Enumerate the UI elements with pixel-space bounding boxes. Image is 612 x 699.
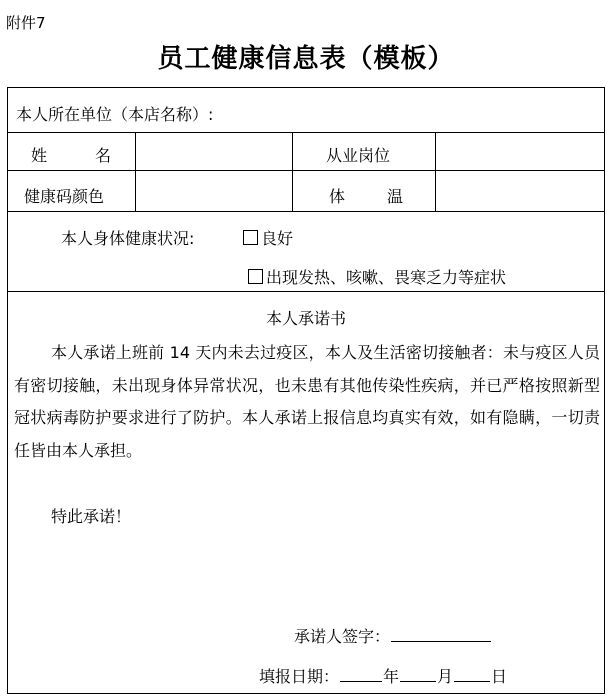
temperature-label: 体温 (329, 187, 403, 206)
health-info-form (7, 87, 605, 694)
option-good[interactable] (243, 226, 293, 249)
row-divider (8, 211, 604, 212)
month-field[interactable] (400, 665, 436, 682)
pledge-closing: 特此承诺！ (51, 507, 132, 526)
name-field[interactable] (141, 134, 289, 168)
unit-label: 本人所在单位（本店名称）: (16, 105, 214, 124)
checkbox-good[interactable] (243, 230, 258, 245)
pledge-body: 本人承诺上班前 14 天内未去过疫区，本人及生活密切接触者：未与疫区人员有密切接触，未出现身体异常状况，也未患有其他传染性疾病，并已严格按照新型冠状病毒防护要求进行了防护。本人承诺上报信息均真实有效，如有隐瞒，一切责任皆由本人承担。 (14, 343, 600, 460)
column-divider (292, 132, 293, 211)
day-field[interactable] (454, 665, 490, 682)
option-good-label: 良好 (261, 229, 294, 248)
health-code-label: 健康码颜色 (24, 187, 105, 206)
name-label: 姓名 (31, 146, 111, 165)
row-divider (8, 170, 604, 171)
pledge-heading: 本人承诺书 (265, 309, 346, 328)
row-divider (8, 132, 604, 133)
column-divider (135, 132, 136, 211)
year-field[interactable] (340, 665, 382, 682)
checkbox-symptoms[interactable] (248, 269, 263, 284)
attachment-label: 附件7 (6, 14, 46, 32)
page-title: 员工健康信息表（模板） (157, 44, 455, 74)
date-line (259, 664, 507, 687)
row-divider (8, 291, 604, 292)
day-label: 日 (491, 667, 508, 686)
month-label: 月 (437, 667, 454, 686)
signature-field[interactable] (391, 625, 491, 642)
signature-line (294, 624, 492, 647)
date-label: 填报日期： (259, 667, 340, 686)
option-symptoms-label: 出现发热、咳嗽、畏寒乏力等症状 (266, 268, 507, 287)
year-label: 年 (383, 667, 400, 686)
position-field[interactable] (441, 134, 601, 168)
signature-label: 承诺人签字： (294, 627, 391, 646)
position-label: 从业岗位 (326, 146, 391, 165)
temperature-field[interactable] (441, 173, 601, 209)
health-status-label: 本人身体健康状况: (61, 229, 195, 248)
option-symptoms[interactable] (248, 265, 506, 288)
health-code-field[interactable] (141, 173, 289, 209)
column-divider (435, 132, 436, 211)
